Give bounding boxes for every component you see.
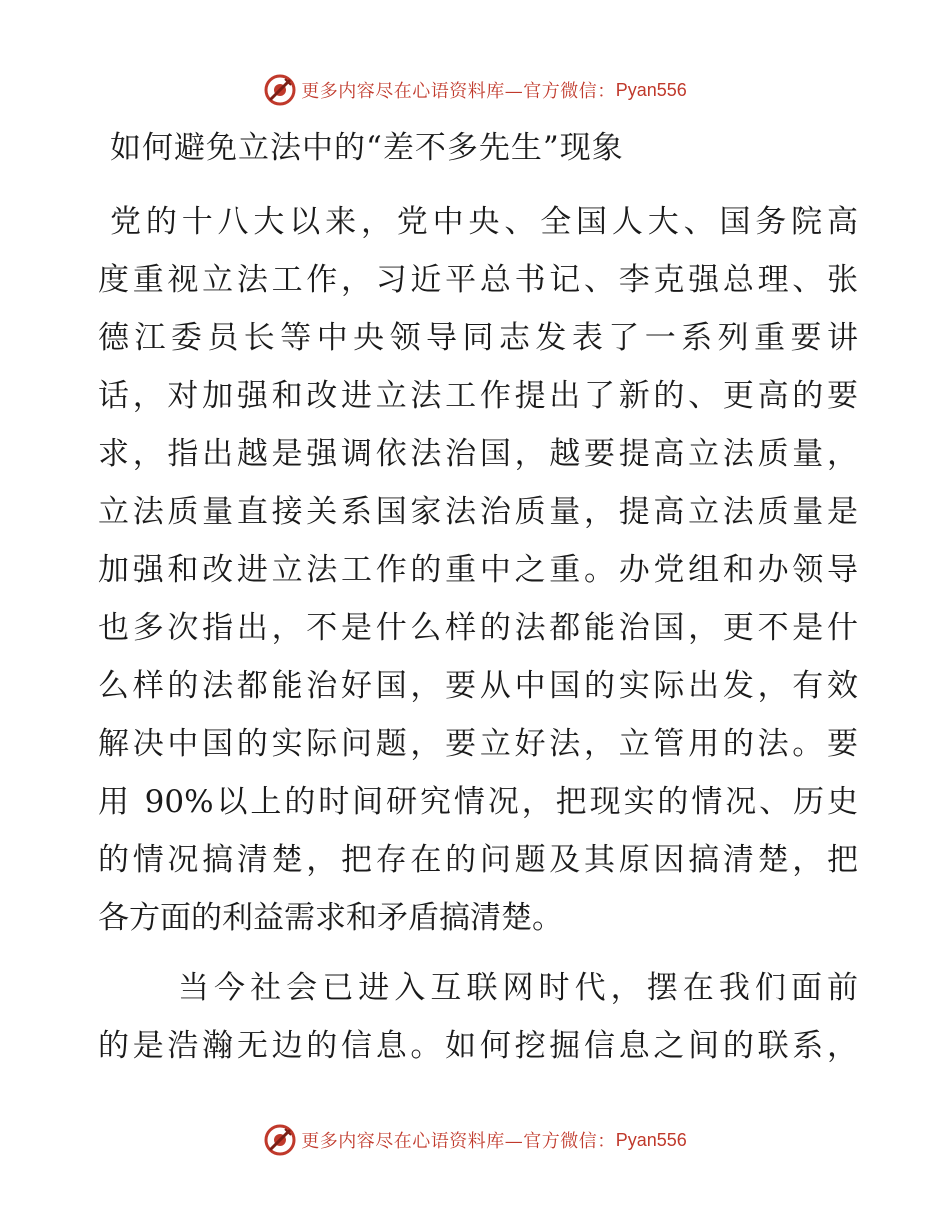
text-line: 也多次指出，不是什么样的法都能治国，更不是什 xyxy=(98,610,858,646)
text-line: 德江委员长等中央领导同志发表了一系列重要讲 xyxy=(98,320,858,356)
paragraph-2 xyxy=(98,959,858,1075)
banner-text: 更多内容尽在心语资料库—官方微信： xyxy=(301,81,616,102)
text-line: 度重视立法工作，习近平总书记、李克强总理、张 xyxy=(98,262,858,298)
banner-wechat-id: Pyan556 xyxy=(615,79,687,100)
paragraph-1 xyxy=(98,193,858,947)
text-line: 么样的法都能治好国，要从中国的实际出发，有效 xyxy=(98,668,858,704)
text-line: 用 90%以上的时间研究情况，把现实的情况、历史 xyxy=(98,784,858,820)
text-line: 加强和改进立法工作的重中之重。办党组和办领导 xyxy=(98,552,858,588)
text-line: 各方面的利益需求和矛盾搞清楚。 xyxy=(98,900,563,936)
text-line: 当今社会已进入互联网时代，摆在我们面前 xyxy=(178,970,858,1006)
text-line: 立法质量直接关系国家法治质量，提高立法质量是 xyxy=(98,494,858,530)
text-line: 的是浩瀚无边的信息。如何挖掘信息之间的联系， xyxy=(98,1028,858,1064)
banner-wechat-id: Pyan556 xyxy=(615,1129,687,1150)
text-line: 党的十八大以来，党中央、全国人大、国务院高 xyxy=(110,204,858,240)
text-line: 话，对加强和改进立法工作提出了新的、更高的要 xyxy=(98,378,858,414)
brand-logo-icon xyxy=(263,1123,297,1157)
footer-watermark-banner xyxy=(0,1120,950,1160)
banner-text: 更多内容尽在心语资料库—官方微信： xyxy=(301,1131,616,1152)
header-watermark-banner xyxy=(0,70,950,110)
brand-logo-icon xyxy=(263,73,297,107)
text-line: 的情况搞清楚，把存在的问题及其原因搞清楚，把 xyxy=(98,842,858,878)
text-line: 求，指出越是强调依法治国，越要提高立法质量， xyxy=(98,436,858,472)
document-title: 如何避免立法中的“差不多先生”现象 xyxy=(110,130,624,166)
document-body xyxy=(98,193,858,1075)
text-line: 解决中国的实际问题，要立好法，立管用的法。要 xyxy=(98,726,858,762)
